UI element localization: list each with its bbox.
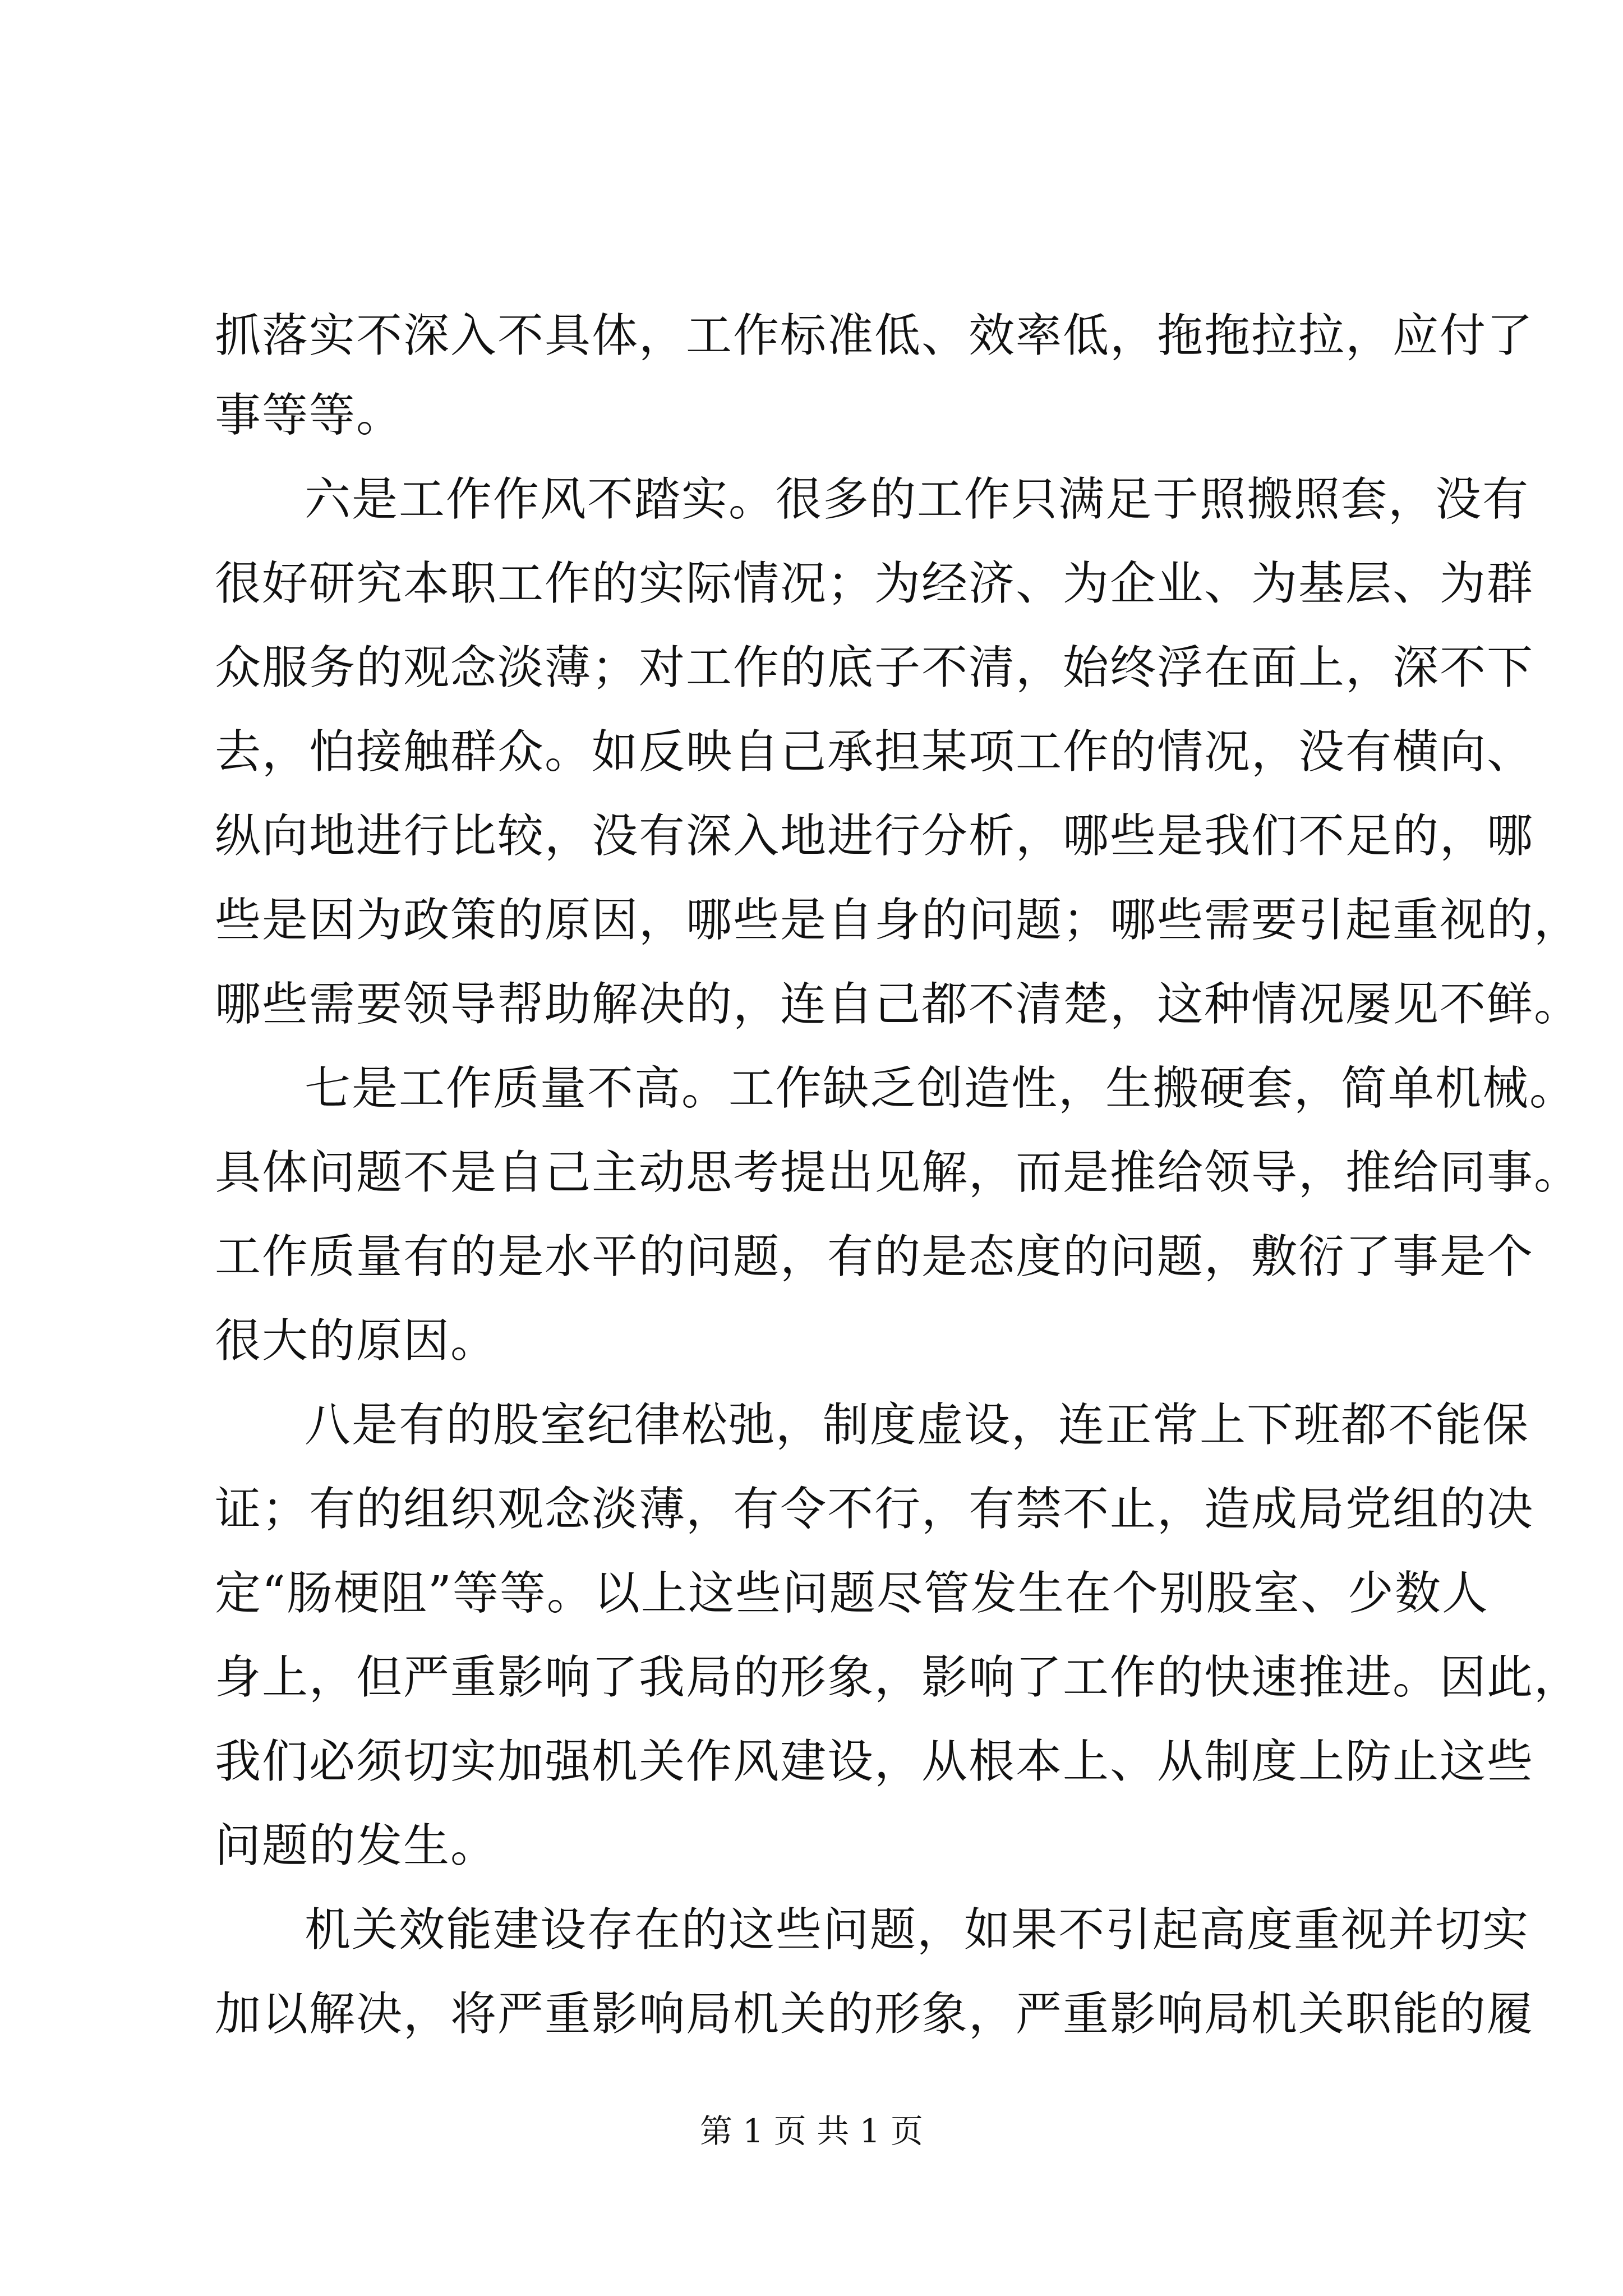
body-line: 定“肠梗阻”等等。以上这些问题尽管发生在个别股室、少数人 xyxy=(215,1567,1489,1620)
body-line: 哪些需要领导帮助解决的，连自己都不清楚，这种情况屡见不鲜。 xyxy=(215,978,1581,1031)
body-line: 工作质量有的是水平的问题，有的是态度的问题，敷衍了事是个 xyxy=(215,1230,1534,1283)
body-line: 很好研究本职工作的实际情况；为经济、为企业、为基层、为群 xyxy=(215,557,1534,610)
body-line: 问题的发生。 xyxy=(215,1819,498,1872)
body-line: 加以解决，将严重影响局机关的形象，严重影响局机关职能的履 xyxy=(215,1987,1534,2041)
body-line: 些是因为政策的原因，哪些是自身的问题；哪些需要引起重视的， xyxy=(215,894,1581,947)
body-line: 很大的原因。 xyxy=(215,1314,498,1368)
body-line: 证；有的组织观念淡薄，有令不行，有禁不止，造成局党组的决 xyxy=(215,1483,1534,1536)
body-line: 事等等。 xyxy=(215,389,404,442)
body-line: 具体问题不是自己主动思考提出见解，而是推给领导，推给同事。 xyxy=(215,1146,1581,1199)
body-line: 抓落实不深入不具体，工作标准低、效率低，拖拖拉拉，应付了 xyxy=(215,309,1534,362)
body-line: 纵向地进行比较，没有深入地进行分析，哪些是我们不足的，哪 xyxy=(215,809,1534,863)
body-line: 去，怕接触群众。如反映自己承担某项工作的情况，没有横向、 xyxy=(215,725,1534,779)
body-line: 身上，但严重影响了我局的形象，影响了工作的快速推进。因此， xyxy=(215,1651,1581,1704)
page-footer: 第 1 页 共 1 页 xyxy=(700,2112,923,2150)
paragraph-first-line: 八是有的股室纪律松弛，制度虚设，连正常上下班都不能保 xyxy=(305,1398,1530,1452)
body-line: 众服务的观念淡薄；对工作的底子不清，始终浮在面上，深不下 xyxy=(215,641,1534,694)
paragraph-first-line: 机关效能建设存在的这些问题，如果不引起高度重视并切实 xyxy=(305,1903,1530,1957)
paragraph-first-line: 六是工作作风不踏实。很多的工作只满足于照搬照套，没有 xyxy=(305,473,1530,526)
body-line: 我们必须切实加强机关作风建设，从根本上、从制度上防止这些 xyxy=(215,1735,1534,1788)
paragraph-first-line: 七是工作质量不高。工作缺乏创造性，生搬硬套，简单机械。 xyxy=(305,1062,1577,1115)
